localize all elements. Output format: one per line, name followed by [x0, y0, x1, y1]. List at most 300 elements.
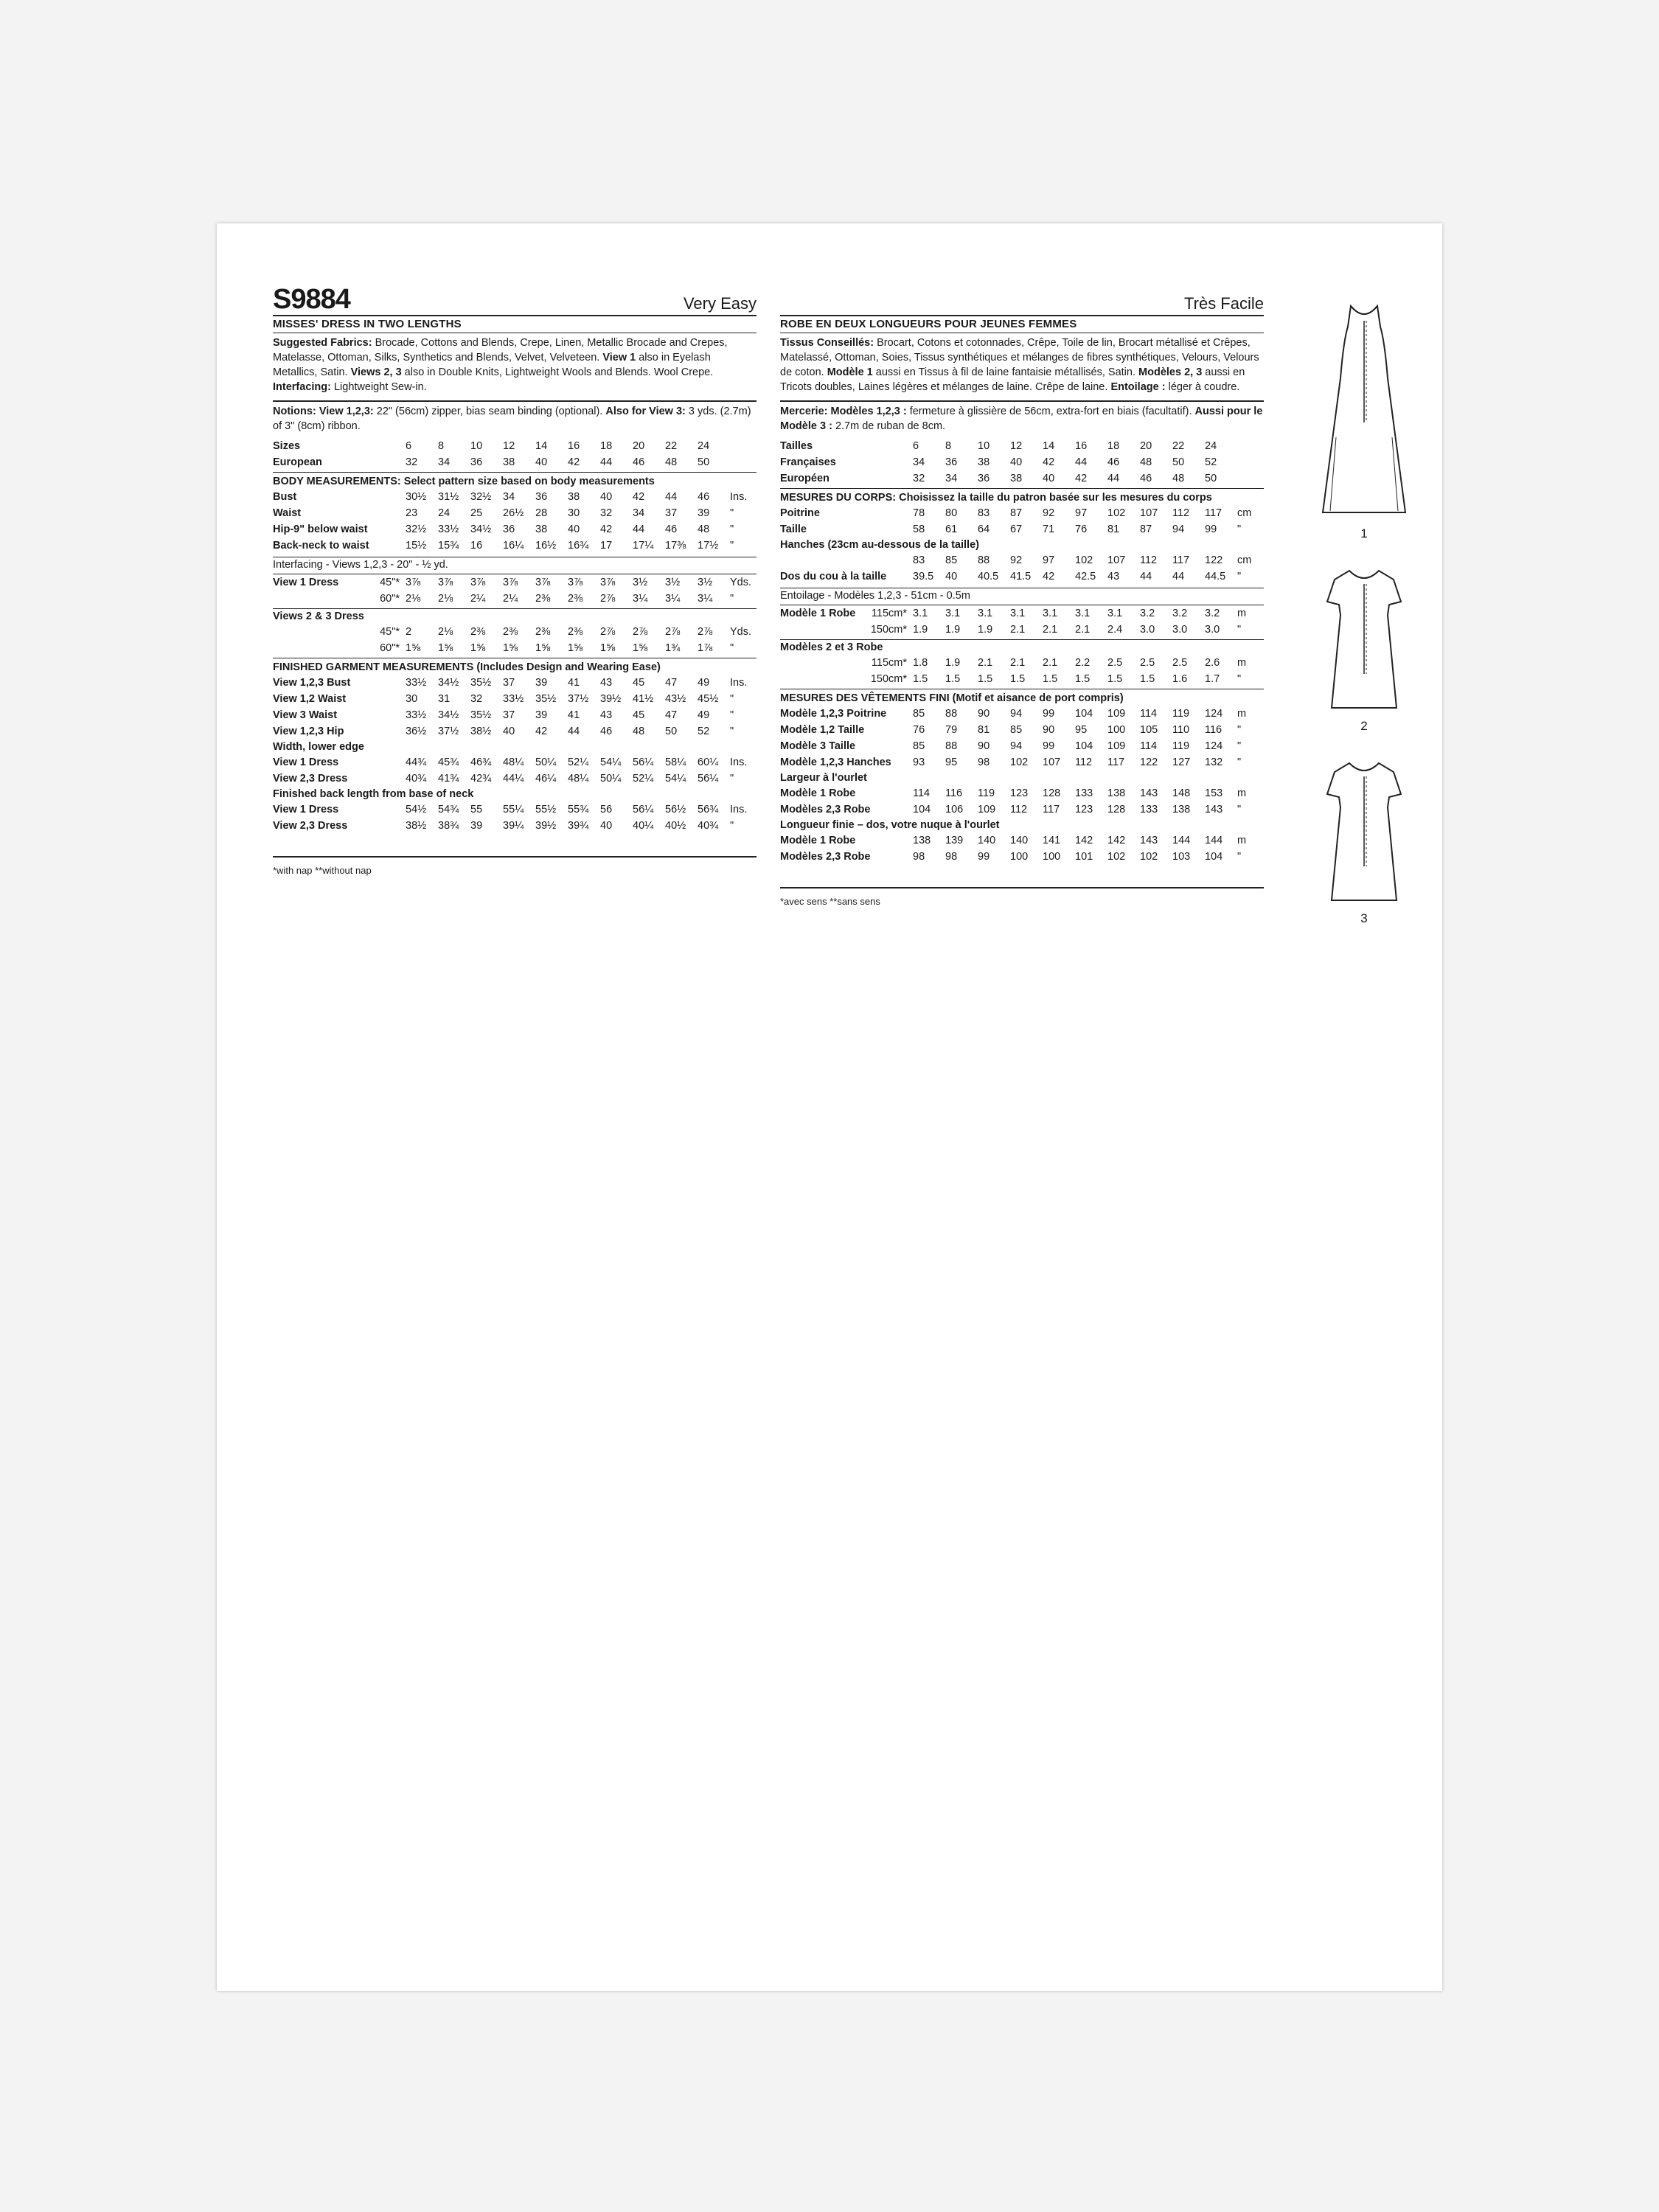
table-cell: 50¼	[600, 773, 622, 785]
table-cell: 2.1	[1043, 624, 1058, 636]
table-cell: 28	[535, 507, 548, 519]
table-cell: 2⅜	[535, 593, 551, 605]
table-cell: 40	[535, 456, 548, 468]
table-cell: 112	[1172, 507, 1190, 519]
table-cell: 26½	[503, 507, 524, 519]
table-row	[780, 671, 1264, 687]
row-label: Taille	[780, 524, 807, 535]
table-cell: 42	[600, 524, 613, 535]
pattern-title: MISSES' DRESS IN TWO LENGTHS	[273, 316, 757, 333]
table-cell: 94	[1010, 708, 1023, 720]
table-cell: 44	[665, 491, 678, 503]
fabric-width: 115cm*	[871, 608, 907, 619]
table-cell: 46	[1107, 456, 1120, 468]
fabrics-views23-text-fr: aussi en Tricots doubles, Laines légères et mélanges de laine. Crêpe de laine.	[780, 366, 1245, 393]
table-cell: 35½	[470, 677, 492, 689]
table-cell: 38¾	[438, 820, 459, 832]
table-cell: 36	[978, 473, 990, 484]
row-label: Modèle 3 Taille	[780, 740, 856, 752]
table-cell: 16	[1075, 440, 1088, 452]
fabric-width: 115cm*	[871, 657, 907, 669]
fabric-width: 60"*	[380, 642, 400, 654]
table-cell: 2.2	[1075, 657, 1091, 669]
table-cell: 40	[945, 571, 958, 582]
unit-cell: "	[730, 524, 734, 535]
table-cell: 109	[1107, 708, 1126, 720]
table-cell: 55¾	[568, 804, 589, 815]
unit-cell	[1237, 454, 1264, 470]
table-cell: 17⅜	[665, 540, 686, 552]
table-row	[273, 591, 757, 607]
table-cell: 123	[1075, 804, 1093, 815]
table-cell: 2.1	[1043, 657, 1058, 669]
table-cell: 2⅞	[600, 593, 616, 605]
table-cell: 102	[1075, 554, 1093, 566]
fabrics-view1-text-fr: aussi en Tissus à fil de laine fantaisie métallisés, Satin.	[875, 366, 1135, 378]
table-cell: 48	[665, 456, 678, 468]
row-label	[273, 591, 351, 607]
table-row	[273, 438, 757, 454]
table-cell: 41.5	[1010, 571, 1032, 582]
table-cell: 81	[1107, 524, 1120, 535]
views23-yardage-table-fr	[780, 655, 1264, 687]
table-cell: 1.5	[1107, 673, 1123, 685]
table-cell: 36	[503, 524, 515, 535]
table-cell: 56½	[665, 804, 686, 815]
width-table-fr	[780, 785, 1264, 818]
table-cell: 52¼	[568, 757, 589, 768]
table-cell: 12	[503, 440, 515, 452]
table-cell: 85	[1010, 724, 1023, 736]
table-cell: 58¼	[665, 757, 686, 768]
table-cell: 142	[1075, 835, 1093, 846]
unit-cell: "	[730, 507, 734, 519]
row-label: Modèles 2,3 Robe	[780, 804, 871, 815]
table-cell: 141	[1043, 835, 1061, 846]
view-3-drawing	[1298, 756, 1430, 926]
table-cell: 38½	[406, 820, 427, 832]
table-cell: 102	[1010, 757, 1029, 768]
table-cell: 100	[1043, 851, 1061, 863]
unit-cell: m	[1237, 608, 1247, 619]
table-cell: 1.9	[913, 624, 928, 636]
table-cell: 25	[470, 507, 483, 519]
table-cell: 40¼	[633, 820, 654, 832]
fabrics-view1-label: View 1	[602, 352, 636, 364]
table-cell: 107	[1107, 554, 1126, 566]
table-cell: 36½	[406, 726, 427, 737]
table-cell: 34	[913, 456, 925, 468]
suggested-fabrics-fr	[780, 333, 1264, 399]
table-row	[780, 454, 1264, 470]
table-cell: 78	[913, 507, 925, 519]
table-cell: 1.5	[1140, 673, 1155, 685]
width-title: Width, lower edge	[273, 741, 364, 753]
table-cell: 97	[1043, 554, 1055, 566]
back-length-table-fr	[780, 832, 1264, 865]
table-cell: 43	[1107, 571, 1120, 582]
row-label	[273, 624, 351, 640]
table-cell: 132	[1205, 757, 1223, 768]
unit-cell: "	[1237, 673, 1242, 685]
table-cell: 8	[945, 440, 952, 452]
row-label: Modèle 1,2,3 Hanches	[780, 757, 891, 768]
table-cell: 15¾	[438, 540, 459, 552]
row-label: Françaises	[780, 456, 836, 468]
table-cell: 31	[438, 693, 451, 705]
row-label: Modèle 1 Robe	[780, 608, 856, 619]
table-cell: 3.1	[1075, 608, 1091, 619]
notions-view3-label-fr: Aussi pour le Modèle 3 :	[780, 406, 1263, 432]
table-cell: 44.5	[1205, 571, 1226, 582]
view-drawings	[1298, 297, 1430, 926]
table-cell: 119	[1172, 740, 1190, 752]
fabrics-views23-text: also in Double Knits, Lightweight Wools and Blends. Wool Crepe.	[404, 366, 714, 378]
table-cell: 32½	[470, 491, 492, 503]
unit-cell	[1237, 438, 1264, 454]
table-cell: 44	[600, 456, 613, 468]
table-cell: 117	[1107, 757, 1125, 768]
fabric-width: 45"*	[380, 577, 400, 588]
table-cell: 94	[1010, 740, 1023, 752]
table-cell: 52	[1205, 456, 1217, 468]
table-cell: 71	[1043, 524, 1055, 535]
table-cell: 45	[633, 709, 645, 721]
table-cell: 43	[600, 709, 613, 721]
table-cell: 103	[1172, 851, 1191, 863]
table-cell: 102	[1140, 851, 1158, 863]
row-label: View 2,3 Dress	[273, 773, 348, 785]
table-cell: 33½	[406, 709, 427, 721]
unit-cell	[730, 454, 757, 470]
notions-text-fr: fermeture à glissière de 56cm, extra-fort en biais (facultatif).	[909, 406, 1192, 417]
table-cell: 107	[1140, 507, 1158, 519]
table-row	[273, 675, 757, 691]
fabric-width: 150cm*	[870, 624, 907, 636]
table-cell: 36	[945, 456, 958, 468]
table-cell: 32	[600, 507, 613, 519]
table-cell: 1.9	[945, 624, 961, 636]
row-label	[780, 671, 858, 687]
table-cell: 56¼	[633, 757, 654, 768]
table-cell: 138	[1107, 787, 1126, 799]
table-cell: 40	[600, 491, 613, 503]
unit-cell: Ins.	[730, 757, 748, 768]
row-label: Hip-9" below waist	[273, 524, 368, 535]
table-cell: 112	[1010, 804, 1028, 815]
table-cell: 2⅜	[470, 626, 486, 638]
table-cell: 39	[535, 677, 548, 689]
table-cell: 42.5	[1075, 571, 1096, 582]
long-dress-sleeveless-icon	[1298, 297, 1430, 518]
french-column	[780, 282, 1264, 907]
table-cell: 109	[1107, 740, 1126, 752]
table-cell: 88	[945, 740, 958, 752]
body-measurements-table-2-fr	[780, 552, 1264, 585]
unit-cell: cm	[1237, 507, 1252, 519]
footnote: *with nap **without nap	[273, 865, 372, 876]
unit-cell: Ins.	[730, 491, 748, 503]
table-cell: 123	[1010, 787, 1029, 799]
table-cell: 56¼	[633, 804, 654, 815]
unit-cell: "	[730, 820, 734, 832]
table-cell: 112	[1075, 757, 1093, 768]
table-cell: 3⅞	[503, 577, 518, 588]
table-row	[780, 505, 1264, 521]
table-cell: 2⅛	[438, 593, 453, 605]
table-cell: 40	[1010, 456, 1023, 468]
table-cell: 46	[633, 456, 645, 468]
fabrics-label-fr: Tissus Conseillés:	[780, 337, 874, 349]
fabric-width: 60"*	[380, 593, 400, 605]
notions-text: 22" (56cm) zipper, bias seam binding (optional).	[376, 406, 603, 417]
table-cell: 133	[1075, 787, 1093, 799]
table-cell: 116	[945, 787, 963, 799]
table-cell: 38	[535, 524, 548, 535]
table-cell: 48	[698, 524, 710, 535]
table-cell: 90	[978, 740, 990, 752]
table-cell: 2⅞	[600, 626, 616, 638]
table-cell: 50	[698, 456, 710, 468]
table-cell: 143	[1140, 787, 1158, 799]
row-label: View 1 Dress	[273, 757, 339, 768]
table-cell: 40	[600, 820, 613, 832]
table-cell: 2⅜	[568, 626, 583, 638]
table-cell: 22	[665, 440, 678, 452]
unit-cell	[1237, 470, 1264, 487]
table-cell: 104	[913, 804, 931, 815]
table-cell: 34½	[470, 524, 492, 535]
table-cell: 50¼	[535, 757, 557, 768]
hips-title-fr: Hanches (23cm au-dessous de la taille)	[780, 539, 979, 551]
row-label: Back-neck to waist	[273, 540, 369, 552]
table-cell: 143	[1140, 835, 1158, 846]
table-cell: 44	[1075, 456, 1088, 468]
table-cell: 39	[470, 820, 483, 832]
table-cell: 79	[945, 724, 958, 736]
table-row	[273, 723, 757, 740]
table-cell: 33½	[406, 677, 427, 689]
table-cell: 99	[978, 851, 990, 863]
table-cell: 114	[1140, 740, 1158, 752]
unit-cell: Yds.	[730, 626, 752, 638]
table-cell: 138	[1172, 804, 1191, 815]
table-cell: 3⅞	[406, 577, 421, 588]
table-cell: 18	[1107, 440, 1120, 452]
table-row	[273, 538, 757, 554]
table-cell: 30	[406, 693, 418, 705]
table-cell: 3⅞	[568, 577, 583, 588]
table-cell: 34	[503, 491, 515, 503]
interfacing-text: Lightweight Sew-in.	[333, 381, 427, 393]
table-cell: 1.9	[945, 657, 961, 669]
table-cell: 56¾	[698, 804, 719, 815]
table-cell: 34	[438, 456, 451, 468]
table-cell: 37	[503, 709, 515, 721]
table-cell: 109	[978, 804, 996, 815]
table-cell: 116	[1205, 724, 1222, 736]
table-cell: 37½	[438, 726, 459, 737]
table-cell: 43	[600, 677, 613, 689]
row-label	[780, 622, 858, 638]
table-cell: 3¼	[633, 593, 648, 605]
short-dress-cap-sleeve-icon	[1298, 756, 1430, 903]
table-cell: 140	[1010, 835, 1029, 846]
table-row	[780, 605, 1264, 622]
interfacing-label: Interfacing:	[273, 381, 331, 393]
table-cell: 55¼	[503, 804, 524, 815]
table-cell: 39¾	[568, 820, 589, 832]
table-cell: 98	[978, 757, 990, 768]
table-cell: 88	[945, 708, 958, 720]
finished-measurements-table	[273, 675, 757, 740]
table-cell: 3⅞	[600, 577, 616, 588]
table-cell: 92	[1010, 554, 1023, 566]
table-cell: 44	[1107, 473, 1120, 484]
table-cell: 2⅛	[438, 626, 453, 638]
table-cell: 3⅞	[438, 577, 453, 588]
table-cell: 38	[978, 456, 990, 468]
unit-cell: "	[1237, 804, 1242, 815]
unit-cell: m	[1237, 835, 1247, 846]
table-cell: 3½	[698, 577, 713, 588]
table-cell: 14	[1043, 440, 1055, 452]
finished-measurements-title-fr: MESURES DES VÊTEMENTS FINI (Motif et aisance de port compris)	[780, 692, 1124, 704]
table-cell: 85	[913, 708, 925, 720]
fabric-width: 150cm*	[870, 673, 907, 685]
table-cell: 16¾	[568, 540, 589, 552]
french-header	[780, 282, 1264, 316]
table-cell: 3.1	[945, 608, 961, 619]
table-cell: 36	[535, 491, 548, 503]
fabrics-views23-label-fr: Modèles 2, 3	[1138, 366, 1203, 378]
table-cell: 40¾	[698, 820, 719, 832]
table-cell: 1⅝	[568, 642, 583, 654]
table-cell: 41½	[633, 693, 654, 705]
table-cell: 18	[600, 440, 613, 452]
row-label: Modèle 1 Robe	[780, 787, 856, 799]
table-cell: 99	[1043, 708, 1055, 720]
notions-label: Notions: View 1,2,3:	[273, 406, 374, 417]
table-row	[273, 707, 757, 723]
table-cell: 40.5	[978, 571, 999, 582]
unit-cell: "	[1237, 757, 1242, 768]
unit-cell: m	[1237, 787, 1247, 799]
table-cell: 31½	[438, 491, 459, 503]
table-cell: 44	[1172, 571, 1185, 582]
table-cell: 3.0	[1140, 624, 1155, 636]
table-cell: 48	[1172, 473, 1185, 484]
table-cell: 33½	[503, 693, 524, 705]
english-header	[273, 282, 757, 316]
table-cell: 48¼	[503, 757, 524, 768]
table-cell: 3.2	[1205, 608, 1220, 619]
table-cell: 102	[1107, 507, 1126, 519]
table-cell: 2.5	[1172, 657, 1188, 669]
table-cell: 1.5	[945, 673, 961, 685]
difficulty-level-fr: Très Facile	[1184, 294, 1264, 313]
unit-cell: "	[730, 726, 734, 737]
table-cell: 114	[1140, 708, 1158, 720]
table-cell: 33½	[438, 524, 459, 535]
row-label: View 1 Dress	[273, 577, 339, 588]
table-cell: 10	[978, 440, 990, 452]
table-row	[780, 754, 1264, 771]
table-cell: 83	[978, 507, 990, 519]
table-cell: 140	[978, 835, 996, 846]
table-row	[780, 801, 1264, 818]
row-label: Sizes	[273, 440, 301, 452]
table-cell: 39½	[535, 820, 557, 832]
table-cell: 40	[568, 524, 580, 535]
table-cell: 47	[665, 709, 678, 721]
table-cell: 32½	[406, 524, 427, 535]
table-row	[780, 785, 1264, 801]
table-cell: 23	[406, 507, 418, 519]
table-cell: 34	[633, 507, 645, 519]
table-cell: 80	[945, 507, 958, 519]
table-cell: 16½	[535, 540, 557, 552]
interfacing-yardage: Interfacing - Views 1,2,3 - 20" - ½ yd.	[273, 559, 448, 571]
table-cell: 55	[470, 804, 483, 815]
table-cell: 67	[1010, 524, 1023, 535]
table-cell: 148	[1172, 787, 1191, 799]
table-cell: 14	[535, 440, 548, 452]
table-cell: 117	[1172, 554, 1190, 566]
table-cell: 50	[1172, 456, 1185, 468]
unit-cell: "	[1237, 724, 1242, 736]
table-cell: 1.7	[1205, 673, 1220, 685]
table-cell: 133	[1140, 804, 1158, 815]
table-cell: 76	[1075, 524, 1088, 535]
table-cell: 3.2	[1140, 608, 1155, 619]
table-cell: 128	[1107, 804, 1126, 815]
table-row	[273, 521, 757, 538]
views23-yardage-table	[273, 624, 757, 656]
views23-title: Views 2 & 3 Dress	[273, 611, 364, 622]
row-label: View 1,2,3 Bust	[273, 677, 351, 689]
row-label: European	[273, 456, 322, 468]
table-cell: 110	[1172, 724, 1190, 736]
table-cell: 2	[406, 626, 412, 638]
table-cell: 2.5	[1107, 657, 1123, 669]
unit-cell: m	[1237, 657, 1247, 669]
table-cell: 100	[1107, 724, 1126, 736]
table-cell: 3½	[633, 577, 648, 588]
table-cell: 42	[1075, 473, 1088, 484]
table-cell: 144	[1205, 835, 1223, 846]
table-cell: 2¼	[470, 593, 486, 605]
table-cell: 17½	[698, 540, 719, 552]
table-cell: 34	[945, 473, 958, 484]
table-cell: 144	[1172, 835, 1191, 846]
body-measurements-table	[273, 489, 757, 554]
table-cell: 54¼	[600, 757, 622, 768]
table-cell: 3.1	[978, 608, 993, 619]
table-cell: 1⅝	[535, 642, 551, 654]
table-cell: 95	[1075, 724, 1088, 736]
table-cell: 15½	[406, 540, 427, 552]
unit-cell: m	[1237, 708, 1247, 720]
table-cell: 122	[1205, 554, 1223, 566]
table-cell: 2.1	[978, 657, 993, 669]
table-cell: 6	[913, 440, 919, 452]
table-cell: 46	[1140, 473, 1152, 484]
short-dress-cap-sleeve-icon	[1298, 563, 1430, 711]
table-cell: 3½	[665, 577, 681, 588]
table-cell: 1⅞	[698, 642, 713, 654]
english-column	[273, 282, 757, 876]
